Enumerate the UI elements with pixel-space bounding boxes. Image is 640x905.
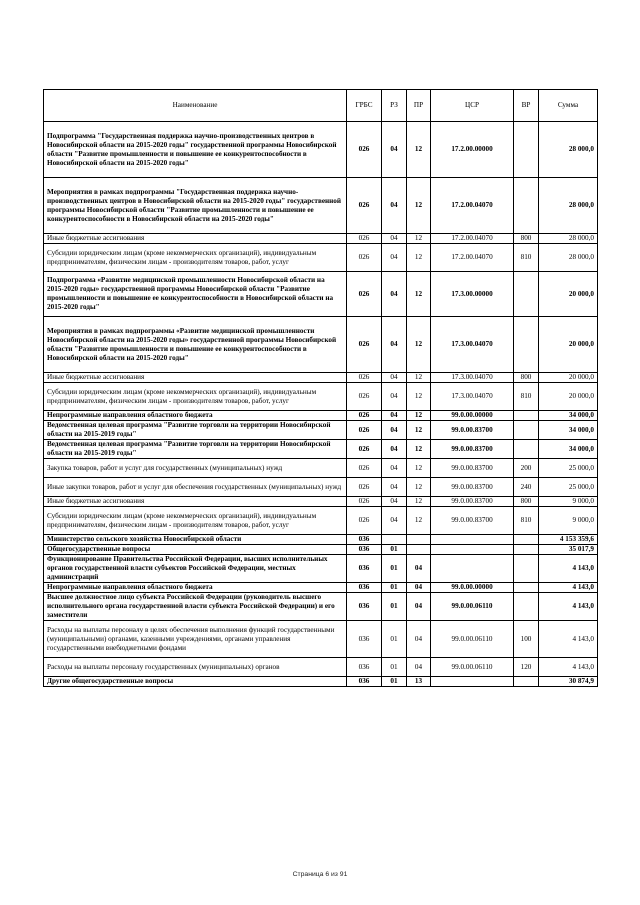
cell-vr: 120 [514, 658, 539, 677]
cell-sum: 34 000,0 [539, 421, 598, 440]
cell-sum: 9 000,0 [539, 497, 598, 507]
table-row [44, 272, 598, 317]
cell-sum: 4 153 359,6 [539, 535, 598, 545]
cell-sum: 20 000,0 [539, 317, 598, 373]
cell-name: Ведомственная целевая программа "Развитие торговли на территории Новосибирской области на 2015-2019 годы" [44, 440, 347, 459]
cell-grbs: 036 [347, 593, 382, 621]
cell-name: Функционирование Правительства Российской Федерации, высших исполнительных органов государственной власти субъектов Российской Федерации, местных администраций [44, 555, 347, 583]
header-grbs: ГРБС [347, 90, 382, 122]
cell-rz: 01 [382, 593, 407, 621]
cell-rz [382, 535, 407, 545]
cell-pr: 12 [407, 507, 431, 535]
cell-grbs: 026 [347, 459, 382, 478]
cell-csr: 99.0.00.06110 [431, 658, 514, 677]
cell-sum: 30 874,9 [539, 677, 598, 687]
cell-rz: 04 [382, 373, 407, 383]
cell-vr [514, 555, 539, 583]
cell-rz: 01 [382, 583, 407, 593]
cell-sum: 4 143,0 [539, 593, 598, 621]
cell-grbs: 026 [347, 373, 382, 383]
cell-csr: 99.0.00.06110 [431, 593, 514, 621]
cell-pr: 12 [407, 272, 431, 317]
cell-grbs: 036 [347, 545, 382, 555]
cell-sum: 28 000,0 [539, 234, 598, 244]
cell-rz: 04 [382, 459, 407, 478]
header-sum: Сумма [539, 90, 598, 122]
cell-name: Субсидии юридическим лицам (кроме некоммерческих организаций), индивидуальным предпринимателям, физическим лицам - производителям товаров, работ, услуг [44, 244, 347, 272]
cell-pr: 12 [407, 478, 431, 497]
cell-grbs: 026 [347, 383, 382, 411]
table-row [44, 459, 598, 478]
cell-pr: 12 [407, 317, 431, 373]
cell-pr: 13 [407, 677, 431, 687]
cell-csr [431, 545, 514, 555]
cell-csr: 99.0.00.83700 [431, 478, 514, 497]
table-row [44, 478, 598, 497]
cell-csr: 17.3.00.04070 [431, 373, 514, 383]
cell-name: Министерство сельского хозяйства Новосибирской области [44, 535, 347, 545]
cell-name: Субсидии юридическим лицам (кроме некоммерческих организаций), индивидуальным предпринимателям, физическим лицам - производителям товаров, работ, услуг [44, 507, 347, 535]
cell-pr: 12 [407, 440, 431, 459]
cell-sum: 25 000,0 [539, 459, 598, 478]
cell-csr: 99.0.00.83700 [431, 440, 514, 459]
cell-pr [407, 545, 431, 555]
table-row [44, 234, 598, 244]
cell-sum: 20 000,0 [539, 373, 598, 383]
cell-csr [431, 677, 514, 687]
cell-vr [514, 583, 539, 593]
cell-pr: 12 [407, 234, 431, 244]
cell-name: Общегосударственные вопросы [44, 545, 347, 555]
cell-grbs: 026 [347, 178, 382, 234]
header-pr: ПР [407, 90, 431, 122]
table-header-row [44, 90, 598, 122]
cell-vr: 800 [514, 234, 539, 244]
cell-sum: 28 000,0 [539, 244, 598, 272]
cell-pr: 04 [407, 555, 431, 583]
cell-rz: 04 [382, 244, 407, 272]
cell-csr: 99.0.00.00000 [431, 583, 514, 593]
table-row [44, 583, 598, 593]
cell-grbs: 036 [347, 583, 382, 593]
cell-pr: 04 [407, 593, 431, 621]
cell-name: Непрограммные направления областного бюджета [44, 411, 347, 421]
cell-grbs: 026 [347, 317, 382, 373]
table-row [44, 593, 598, 621]
cell-csr: 17.3.00.00000 [431, 272, 514, 317]
cell-vr: 810 [514, 507, 539, 535]
cell-sum: 4 143,0 [539, 621, 598, 658]
table-row [44, 507, 598, 535]
cell-grbs: 026 [347, 122, 382, 178]
cell-pr: 12 [407, 421, 431, 440]
cell-name: Другие общегосударственные вопросы [44, 677, 347, 687]
cell-rz: 04 [382, 440, 407, 459]
table-row [44, 677, 598, 687]
cell-rz: 01 [382, 555, 407, 583]
cell-grbs: 026 [347, 478, 382, 497]
table-row [44, 178, 598, 234]
cell-grbs: 026 [347, 272, 382, 317]
cell-rz: 04 [382, 234, 407, 244]
cell-grbs: 036 [347, 658, 382, 677]
cell-sum: 4 143,0 [539, 555, 598, 583]
cell-sum: 34 000,0 [539, 440, 598, 459]
page-number: Страница 6 из 91 [292, 871, 348, 878]
cell-name: Подпрограмма "Государственная поддержка научно-производственных центров в Новосибирской области на 2015-2020 годы" государственной программы Новосибирской области "Развитие промышленности и повышение ее конкурентоспособности в Новосибирской области на 2015-2020 годы" [44, 122, 347, 178]
cell-csr: 99.0.00.83700 [431, 459, 514, 478]
budget-table [43, 89, 598, 687]
cell-vr [514, 535, 539, 545]
cell-csr: 17.2.00.04070 [431, 178, 514, 234]
cell-name: Иные закупки товаров, работ и услуг для обеспечения государственных (муниципальных) нужд [44, 478, 347, 497]
cell-pr: 04 [407, 658, 431, 677]
cell-csr [431, 555, 514, 583]
cell-vr [514, 178, 539, 234]
cell-vr [514, 677, 539, 687]
cell-pr: 12 [407, 373, 431, 383]
header-csr: ЦСР [431, 90, 514, 122]
cell-vr: 100 [514, 621, 539, 658]
cell-sum: 4 143,0 [539, 583, 598, 593]
cell-grbs: 036 [347, 621, 382, 658]
cell-sum: 9 000,0 [539, 507, 598, 535]
cell-grbs: 026 [347, 411, 382, 421]
cell-csr: 99.0.00.00000 [431, 411, 514, 421]
cell-rz: 04 [382, 507, 407, 535]
cell-rz: 04 [382, 122, 407, 178]
cell-rz: 04 [382, 497, 407, 507]
table-row [44, 244, 598, 272]
cell-rz: 04 [382, 478, 407, 497]
cell-pr: 04 [407, 621, 431, 658]
cell-rz: 04 [382, 317, 407, 373]
cell-csr: 17.2.00.00000 [431, 122, 514, 178]
cell-csr: 17.3.00.04070 [431, 317, 514, 373]
cell-name: Расходы на выплаты персоналу в целях обеспечения выполнения функций государственными (муниципальными) органами, казенными учреждениями, органами управления государственными внебюджетными фондами [44, 621, 347, 658]
cell-csr: 17.2.00.04070 [431, 244, 514, 272]
cell-csr: 99.0.00.06110 [431, 621, 514, 658]
table-row [44, 317, 598, 373]
table-row [44, 497, 598, 507]
cell-rz: 01 [382, 621, 407, 658]
cell-csr: 17.2.00.04070 [431, 234, 514, 244]
cell-csr: 17.3.00.04070 [431, 383, 514, 411]
cell-grbs: 026 [347, 244, 382, 272]
cell-pr [407, 535, 431, 545]
cell-grbs: 036 [347, 677, 382, 687]
cell-name: Высшее должностное лицо субъекта Российской Федерации (руководитель высшего исполнительного органа государственной власти субъекта Российской Федерации) и его заместители [44, 593, 347, 621]
cell-vr: 800 [514, 373, 539, 383]
cell-name: Мероприятия в рамках подпрограммы «Развитие медицинской промышленности Новосибирской области на 2015-2020 годы» государственной программы Новосибирской области "Развитие промышленности и повышение ее конкурентоспособности в Новосибирской области на 2015-2020 годы" [44, 317, 347, 373]
cell-vr [514, 272, 539, 317]
cell-name: Иные бюджетные ассигнования [44, 497, 347, 507]
cell-pr: 12 [407, 178, 431, 234]
cell-grbs: 036 [347, 555, 382, 583]
cell-pr: 12 [407, 411, 431, 421]
cell-name: Субсидии юридическим лицам (кроме некоммерческих организаций), индивидуальным предпринимателям, физическим лицам - производителям товаров, работ, услуг [44, 383, 347, 411]
cell-vr [514, 545, 539, 555]
cell-rz: 04 [382, 272, 407, 317]
table-row [44, 122, 598, 178]
cell-vr: 800 [514, 497, 539, 507]
cell-rz: 04 [382, 383, 407, 411]
cell-grbs: 026 [347, 421, 382, 440]
cell-pr: 12 [407, 459, 431, 478]
cell-vr [514, 421, 539, 440]
cell-vr: 200 [514, 459, 539, 478]
cell-rz: 04 [382, 178, 407, 234]
cell-vr [514, 317, 539, 373]
cell-rz: 01 [382, 658, 407, 677]
cell-vr [514, 593, 539, 621]
cell-vr [514, 440, 539, 459]
cell-csr: 99.0.00.83700 [431, 497, 514, 507]
cell-sum: 28 000,0 [539, 122, 598, 178]
table-row [44, 535, 598, 545]
cell-grbs: 026 [347, 440, 382, 459]
cell-name: Непрограммные направления областного бюджета [44, 583, 347, 593]
header-rz: РЗ [382, 90, 407, 122]
cell-vr: 810 [514, 244, 539, 272]
table-row [44, 555, 598, 583]
table-row [44, 421, 598, 440]
cell-pr: 12 [407, 383, 431, 411]
cell-vr [514, 122, 539, 178]
table-row [44, 373, 598, 383]
header-name: Наименование [44, 90, 347, 122]
cell-pr: 04 [407, 583, 431, 593]
cell-csr: 99.0.00.83700 [431, 507, 514, 535]
table-row [44, 621, 598, 658]
cell-sum: 20 000,0 [539, 383, 598, 411]
cell-csr [431, 535, 514, 545]
cell-name: Подпрограмма «Развитие медицинской промышленности Новосибирской области на 2015-2020 годы» государственной программы Новосибирской области "Развитие промышленности и повышение ее конкурентоспособности в Новосибирской области на 2015-2020 годы" [44, 272, 347, 317]
cell-name: Расходы на выплаты персоналу государственных (муниципальных) органов [44, 658, 347, 677]
cell-vr [514, 411, 539, 421]
table-row [44, 545, 598, 555]
cell-name: Закупка товаров, работ и услуг для государственных (муниципальных) нужд [44, 459, 347, 478]
cell-name: Ведомственная целевая программа "Развитие торговли на территории Новосибирской области на 2015-2019 годы" [44, 421, 347, 440]
cell-pr: 12 [407, 122, 431, 178]
header-vr: ВР [514, 90, 539, 122]
budget-rows [44, 122, 598, 687]
cell-name: Мероприятия в рамках подпрограммы "Государственная поддержка научно-производственных центров в Новосибирской области на 2015-2020 годы" государственной программы Новосибирской области "Развитие промышленности и повышение ее конкурентоспособности в Новосибирской области на 2015-2020 годы" [44, 178, 347, 234]
cell-pr: 12 [407, 244, 431, 272]
cell-rz: 04 [382, 411, 407, 421]
cell-sum: 35 017,9 [539, 545, 598, 555]
cell-rz: 01 [382, 545, 407, 555]
cell-rz: 01 [382, 677, 407, 687]
table-row [44, 658, 598, 677]
cell-grbs: 026 [347, 507, 382, 535]
cell-vr: 240 [514, 478, 539, 497]
cell-sum: 4 143,0 [539, 658, 598, 677]
cell-grbs: 026 [347, 234, 382, 244]
cell-vr: 810 [514, 383, 539, 411]
cell-grbs: 036 [347, 535, 382, 545]
cell-name: Иные бюджетные ассигнования [44, 373, 347, 383]
cell-pr: 12 [407, 497, 431, 507]
table-row [44, 440, 598, 459]
cell-csr: 99.0.00.83700 [431, 421, 514, 440]
cell-sum: 25 000,0 [539, 478, 598, 497]
cell-rz: 04 [382, 421, 407, 440]
table-row [44, 383, 598, 411]
cell-sum: 20 000,0 [539, 272, 598, 317]
cell-sum: 34 000,0 [539, 411, 598, 421]
table-row [44, 411, 598, 421]
cell-grbs: 026 [347, 497, 382, 507]
cell-name: Иные бюджетные ассигнования [44, 234, 347, 244]
cell-sum: 28 000,0 [539, 178, 598, 234]
